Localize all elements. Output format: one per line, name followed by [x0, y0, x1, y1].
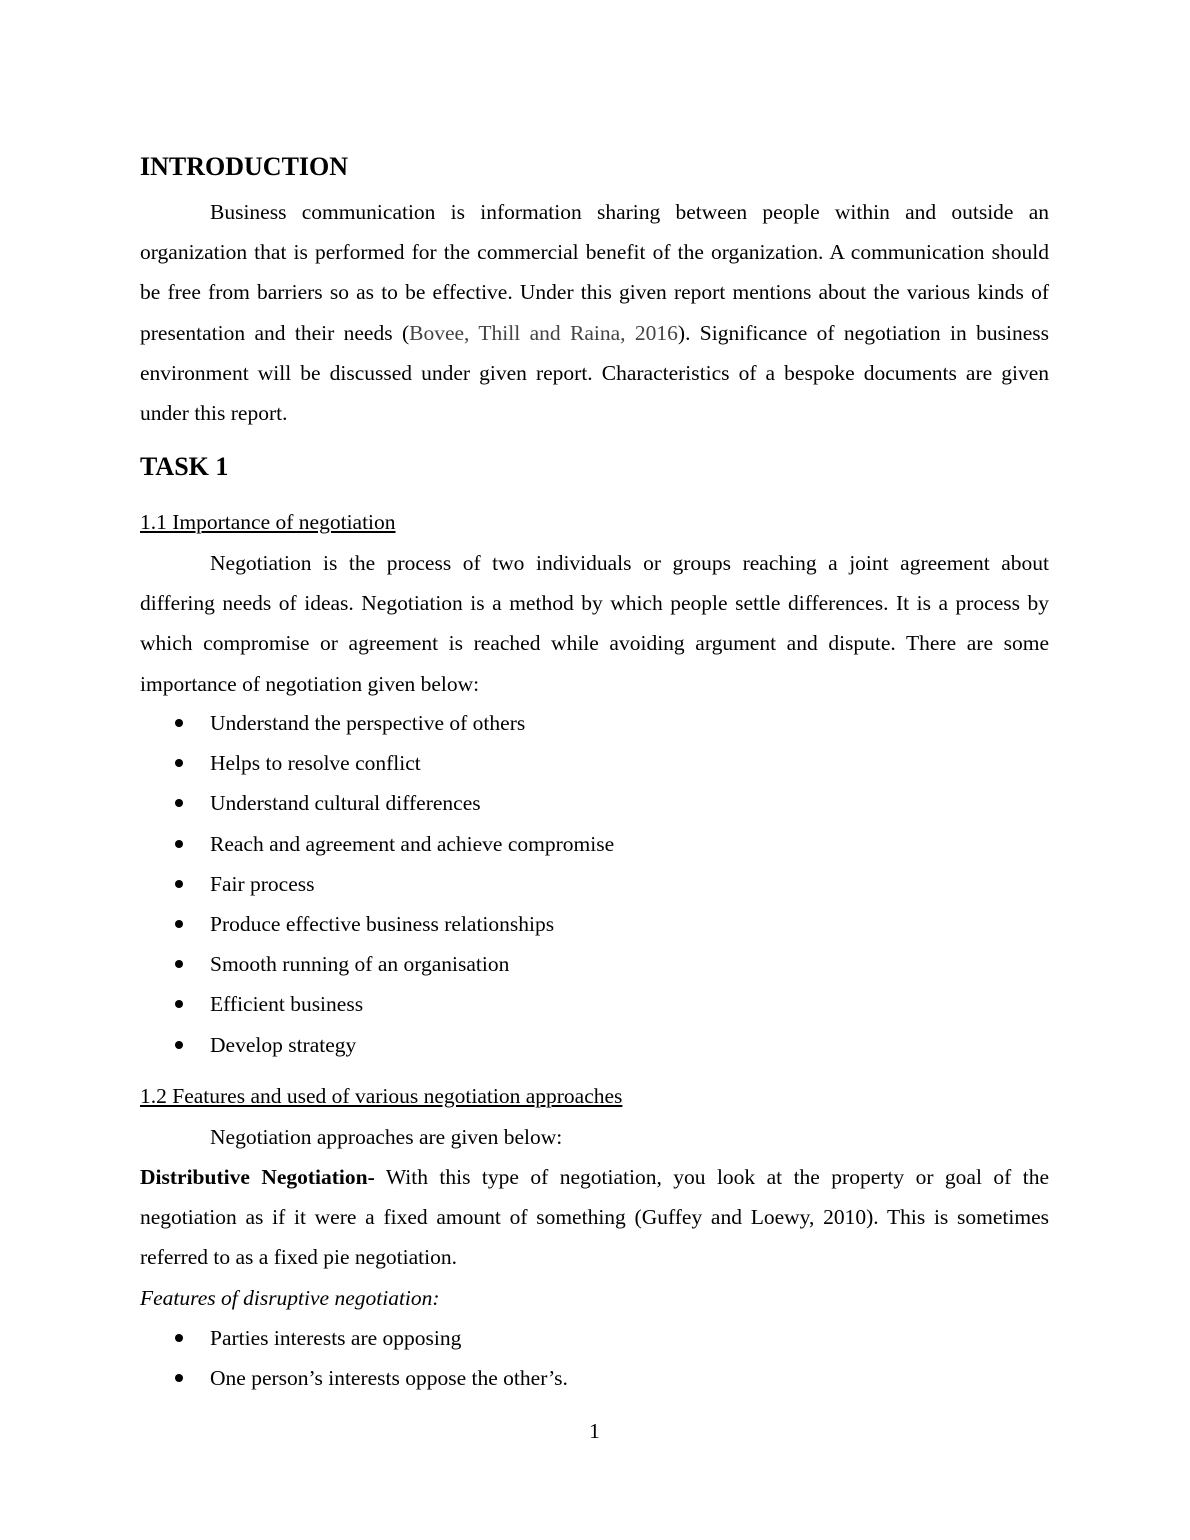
bullet-text: Fair process — [210, 871, 315, 896]
importance-list-item — [140, 824, 614, 864]
introduction-text-part-2: ). Significance of negotiation in business environment will be discussed under given report. Characteristics of a bespoke documents are given under this report. — [140, 320, 1049, 426]
introduction-heading: INTRODUCTION — [140, 152, 349, 181]
bullet-text: Produce effective business relationships — [210, 911, 555, 936]
importance-bullet-list — [140, 703, 614, 1065]
bullet-text: Understand the perspective of others — [210, 711, 526, 735]
features-heading: Features of disruptive negotiation: — [140, 1286, 440, 1310]
distributive-negotiation-text: With this type of negotiation, you look at the property or goal of the negotiation as if it were a fixed amount of something (Guffey and Loewy, 2010). This is sometimes referred to as a fixed pie negotiation. — [140, 1165, 1049, 1270]
section-1-2-title: 1.2 Features and used of various negotiation approaches — [140, 1084, 623, 1108]
bullet-icon — [175, 840, 183, 848]
bullet-icon — [175, 960, 183, 968]
importance-list-item — [140, 743, 614, 783]
page-number: 1 — [589, 1419, 600, 1443]
bullet-icon — [175, 759, 183, 767]
distributive-negotiation-paragraph — [140, 1157, 1049, 1278]
bullet-text: Helps to resolve conflict — [210, 751, 421, 776]
features-list-item — [140, 1358, 568, 1398]
importance-list-item — [140, 944, 614, 984]
bullet-text: Understand cultural differences — [210, 791, 481, 816]
bullet-text: Parties interests are opposing — [210, 1326, 462, 1350]
bullet-icon — [175, 799, 183, 807]
section-1-1-title: 1.1 Importance of negotiation — [140, 510, 396, 534]
introduction-text-part-1: Business communication is information sharing between people within and outside an organization that is performed for the commercial benefit of the organization. A communication should be free from barriers so as to be effective. Under this given report mentions about the various kinds of presentation and their needs ( — [140, 200, 1049, 345]
bullet-icon — [175, 1334, 183, 1342]
importance-list-item — [140, 1025, 614, 1065]
importance-list-item — [140, 864, 614, 904]
bullet-icon — [175, 920, 183, 928]
introduction-citation: Bovee, Thill and Raina, 2016 — [409, 320, 678, 345]
task1-heading: TASK 1 — [140, 452, 229, 481]
features-bullet-list — [140, 1318, 568, 1398]
importance-list-item — [140, 984, 614, 1024]
bullet-text: Reach and agreement and achieve compromise — [210, 831, 615, 856]
bullet-text: One person’s interests oppose the other’s. — [210, 1366, 568, 1391]
features-list-item — [140, 1318, 568, 1358]
bullet-icon — [175, 1041, 183, 1049]
section-1-1-paragraph: Negotiation is the process of two individuals or groups reaching a joint agreement about differing needs of ideas. Negotiation is a method by which people settle differences. It is a process by which compromise or agreement is reached while avoiding argument and dispute. There are some importance of negotiation given below: — [140, 551, 1049, 696]
section-1-2-intro: Negotiation approaches are given below: — [210, 1125, 563, 1149]
bullet-icon — [175, 880, 183, 888]
introduction-paragraph — [140, 192, 1049, 433]
bullet-text: Efficient business — [210, 992, 364, 1017]
bullet-text: Smooth running of an organisation — [210, 952, 510, 977]
bullet-icon — [175, 1000, 183, 1008]
bullet-icon — [175, 719, 183, 727]
importance-list-item — [140, 703, 614, 743]
distributive-negotiation-label: Distributive Negotiation- — [140, 1165, 375, 1189]
importance-list-item — [140, 783, 614, 823]
bullet-icon — [175, 1374, 183, 1382]
document-page — [140, 0, 1049, 1540]
bullet-text: Develop strategy — [210, 1032, 357, 1057]
importance-list-item — [140, 904, 614, 944]
